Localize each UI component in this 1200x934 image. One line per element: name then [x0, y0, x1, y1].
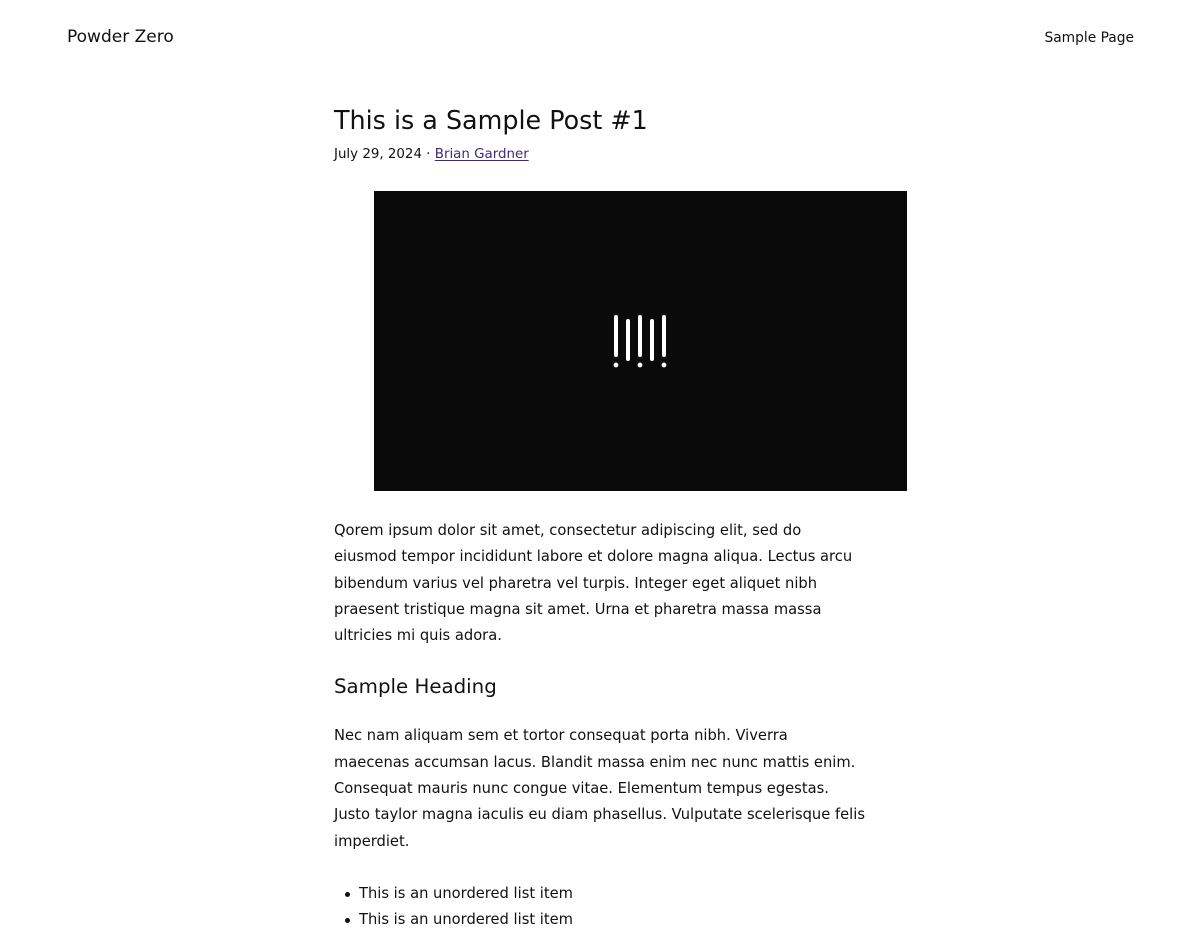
- site-title-link[interactable]: Powder Zero: [67, 27, 174, 47]
- post-title: This is a Sample Post #1: [334, 105, 648, 135]
- sample-heading: Sample Heading: [334, 675, 497, 699]
- post-content: [334, 103, 867, 934]
- post-date: July 29, 2024: [334, 147, 422, 162]
- post-meta-separator: ·: [426, 147, 431, 162]
- rain-drops-icon: [374, 191, 907, 491]
- site-header: [0, 0, 1200, 74]
- featured-image: [374, 191, 907, 491]
- post-meta: [334, 145, 867, 165]
- list-item: This is an unordered list item: [334, 881, 867, 907]
- post-author-link[interactable]: Brian Gardner: [434, 147, 529, 162]
- post-paragraph-1: Qorem ipsum dolor sit amet, consectetur adipiscing elit, sed do eiusmod tempor incididunt labore et dolore magna aliqua. Lectus arcu bibendum varius vel pharetra vel turpis. Integer eget aliquet nibh praesent tristique magna sit amet. Urna et pharetra massa massa ultricies mi quis adora.: [334, 522, 853, 645]
- unordered-list: [334, 881, 867, 934]
- nav-link-sample-page[interactable]: Sample Page: [1044, 30, 1134, 46]
- list-item: This is an unordered list item: [334, 907, 867, 933]
- post-paragraph-2: Nec nam aliquam sem et tortor consequat porta nibh. Viverra maecenas accumsan lacus. Blandit massa enim nec nunc mattis enim. Consequat mauris nunc congue vitae. Elementum tempus egestas. Justo taylor magna iaculis eu diam phasellus. Vulputate scelerisque felis imperdiet.: [334, 727, 865, 850]
